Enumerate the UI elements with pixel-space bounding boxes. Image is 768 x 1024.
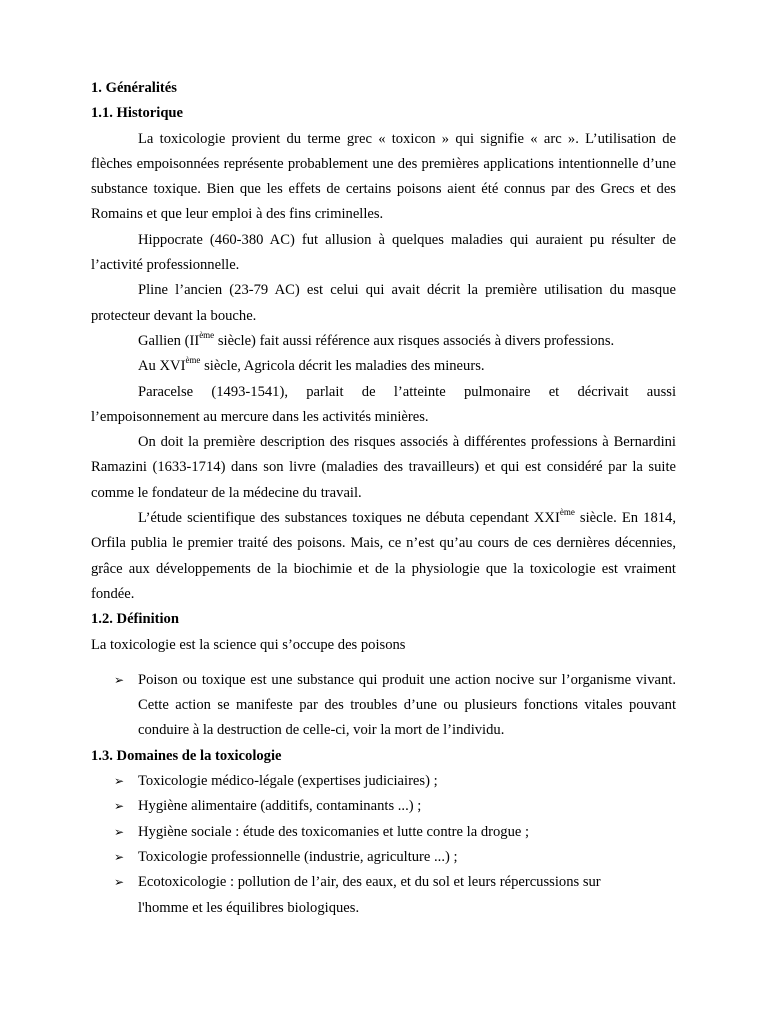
list-item-domaine	[91, 870, 676, 921]
agricola-sup: ème	[185, 355, 201, 366]
paragraph-hippocrate: Hippocrate (460-380 AC) fut allusion à quelques maladies qui auraient pu résulter de l’activité professionnelle.	[91, 231, 676, 274]
orfila-text-a: L’étude scientifique des substances toxiques ne débuta cependant XXI	[138, 510, 560, 527]
domaine-text: Toxicologie médico-légale (expertises judiciaires) ;	[138, 773, 438, 790]
list-item-domaine	[91, 820, 676, 845]
orfila-sup: ème	[559, 507, 575, 518]
domaine-text: Hygiène sociale : étude des toxicomanies et lutte contre la drogue ;	[138, 823, 530, 840]
agricola-text-b: siècle, Agricola décrit les maladies des mineurs.	[200, 358, 485, 375]
definition-bullet	[91, 668, 676, 744]
heading-definition: 1.2. Définition	[91, 611, 179, 628]
arrow-bullet-icon: ➢	[114, 774, 125, 789]
arrow-bullet-icon: ➢	[114, 824, 125, 839]
heading-historique: 1.1. Historique	[91, 105, 184, 122]
paragraph-paracelse-line1: Paracelse (1493-1541), parlait de l’atteinte pulmonaire et décrivait aussi	[138, 383, 676, 400]
arrow-bullet-icon: ➢	[114, 672, 125, 687]
agricola-text-a: Au XVI	[138, 358, 186, 375]
heading-domaines: 1.3. Domaines de la toxicologie	[91, 747, 282, 764]
domaine-text-line2: l'homme et les équilibres biologiques.	[138, 899, 360, 916]
paragraph-origine: La toxicologie provient du terme grec « toxicon » qui signifie « arc ». L’utilisation de flèches empoisonnées représente probablement une des premières applications intentionnelle d’une substance toxique. Bien que les effets de certains poisons aient été connus par des Grecs et des Romains et que leur emploi à des fins criminelles.	[91, 130, 676, 223]
list-item-domaine	[91, 794, 676, 819]
spacer	[91, 658, 676, 668]
gallien-sup: ème	[199, 329, 215, 340]
domaine-text: Hygiène alimentaire (additifs, contaminants ...) ;	[138, 798, 422, 815]
domaine-text-line1: Ecotoxicologie : pollution de l’air, des eaux, et du sol et leurs répercussions sur	[138, 874, 601, 891]
domaine-text: Toxicologie professionnelle (industrie, agriculture ...) ;	[138, 848, 458, 865]
paragraph-orfila	[91, 506, 676, 607]
definition-bullet-text: Poison ou toxique est une substance qui produit une action nocive sur l’organisme vivant. Cette action se manifeste par des troubles d’une ou plusieurs fonctions vitales pouvant conduire à la destruction de celle-ci, voir la mort de l’individu.	[138, 671, 676, 739]
arrow-bullet-icon: ➢	[114, 849, 125, 864]
list-item-domaine	[91, 769, 676, 794]
paragraph-agricola	[91, 354, 676, 379]
gallien-text-a: Gallien (II	[138, 332, 200, 349]
paragraph-gallien	[91, 329, 676, 354]
paragraph-paracelse-line2: l’empoisonnement au mercure dans les activités minières.	[91, 408, 429, 425]
definition-intro: La toxicologie est la science qui s’occupe des poisons	[91, 636, 406, 653]
gallien-text-b: siècle) fait aussi référence aux risques associés à divers professions.	[214, 332, 615, 349]
document-page	[91, 76, 676, 921]
paragraph-ramazini: On doit la première description des risques associés à différentes professions à Bernardini Ramazini (1633-1714) dans son livre (maladies des travailleurs) et qui est considéré par la suite comme le fondateur de la médecine du travail.	[91, 434, 676, 501]
paragraph-pline: Pline l’ancien (23-79 AC) est celui qui avait décrit la première utilisation du masque protecteur devant la bouche.	[91, 282, 676, 324]
heading-generalites: 1. Généralités	[91, 80, 177, 96]
arrow-bullet-icon: ➢	[114, 875, 125, 890]
arrow-bullet-icon: ➢	[114, 799, 125, 814]
list-item-domaine	[91, 845, 676, 870]
orfila-text-b: siècle. En 1814, Orfila publia le premier traité des poisons. Mais, ce n’est qu’au cours de ces dernières décennies, grâce aux développements de la biochimie et de la physiologie que la toxicologie est vraiment fondée.	[91, 510, 676, 602]
